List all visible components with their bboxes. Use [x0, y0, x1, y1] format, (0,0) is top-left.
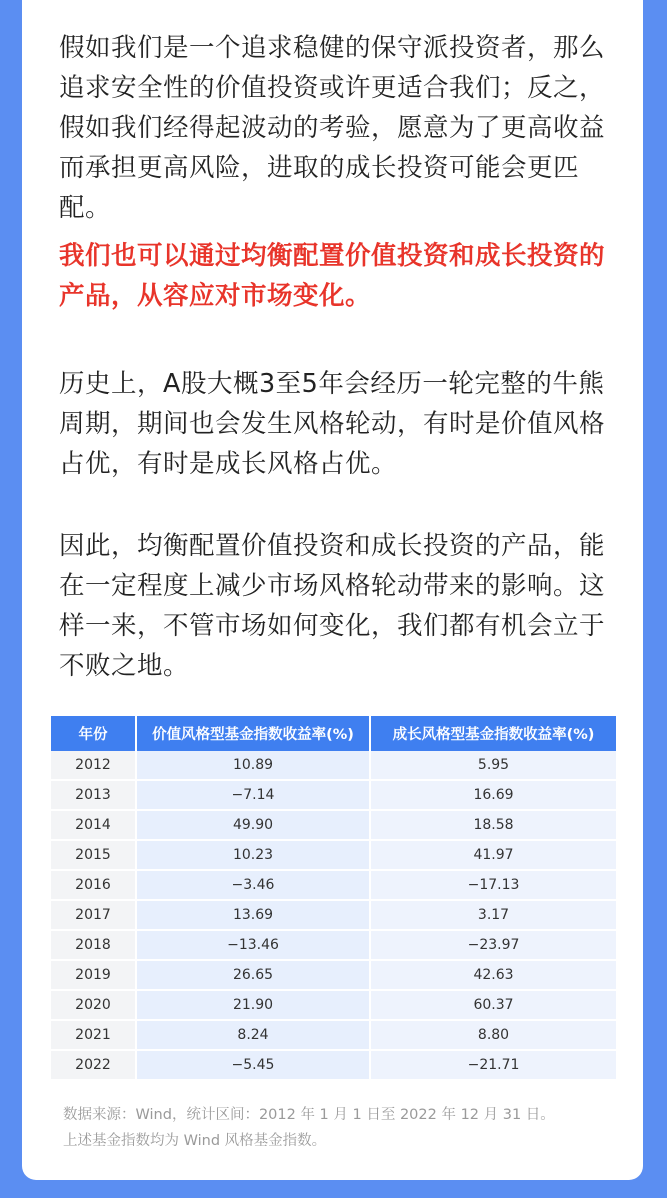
article-card: [22, 0, 643, 1180]
cell-value-return: 8.24: [137, 1021, 371, 1051]
cell-growth-return: −17.13: [371, 871, 616, 901]
cell-growth-return: 60.37: [371, 991, 616, 1021]
table-row: [51, 901, 616, 931]
table-row: [51, 871, 616, 901]
header-value-return: 价值风格型基金指数收益率(%): [137, 716, 371, 751]
table-row: [51, 931, 616, 961]
cell-value-return: −7.14: [137, 781, 371, 811]
cell-growth-return: 18.58: [371, 811, 616, 841]
source-note: [63, 1102, 633, 1154]
cell-year: 2017: [51, 901, 137, 931]
table-row: [51, 1051, 616, 1081]
cell-value-return: 10.89: [137, 751, 371, 781]
table-row: [51, 1021, 616, 1051]
cell-year: 2020: [51, 991, 137, 1021]
table-row: [51, 841, 616, 871]
header-year: 年份: [51, 716, 137, 751]
cell-value-return: 13.69: [137, 901, 371, 931]
cell-year: 2022: [51, 1051, 137, 1081]
cell-growth-return: −21.71: [371, 1051, 616, 1081]
cell-value-return: −5.45: [137, 1051, 371, 1081]
source-note-line-1: 数据来源：Wind，统计区间：2012 年 1 月 1 日至 2022 年 12 月 31 日。: [63, 1107, 555, 1123]
paragraph-conservative-vs-aggressive: 假如我们是一个追求稳健的保守派投资者，那么追求安全性的价值投资或许更适合我们；反之，假如我们经得起波动的考验，愿意为了更高收益而承担更高风险，进取的成长投资可能会更匹配。: [59, 33, 606, 223]
cell-year: 2013: [51, 781, 137, 811]
cell-value-return: 10.23: [137, 841, 371, 871]
table-row: [51, 751, 616, 781]
cell-year: 2015: [51, 841, 137, 871]
cell-growth-return: 16.69: [371, 781, 616, 811]
cell-year: 2012: [51, 751, 137, 781]
cell-value-return: 49.90: [137, 811, 371, 841]
header-growth-return: 成长风格型基金指数收益率(%): [371, 716, 616, 751]
cell-value-return: 21.90: [137, 991, 371, 1021]
table-header-row: [51, 716, 616, 751]
cell-year: 2016: [51, 871, 137, 901]
cell-year: 2014: [51, 811, 137, 841]
table-row: [51, 811, 616, 841]
cell-growth-return: 41.97: [371, 841, 616, 871]
table-row: [51, 961, 616, 991]
cell-value-return: 26.65: [137, 961, 371, 991]
cell-growth-return: 5.95: [371, 751, 616, 781]
paragraph-conclusion: 因此，均衡配置价值投资和成长投资的产品，能在一定程度上减少市场风格轮动带来的影响。这样一来，不管市场如何变化，我们都有机会立于不败之地。: [59, 531, 606, 681]
cell-year: 2021: [51, 1021, 137, 1051]
source-note-line-2: 上述基金指数均为 Wind 风格基金指数。: [63, 1133, 327, 1149]
table-row: [51, 991, 616, 1021]
cell-value-return: −13.46: [137, 931, 371, 961]
table-row: [51, 781, 616, 811]
cell-year: 2018: [51, 931, 137, 961]
cell-growth-return: 42.63: [371, 961, 616, 991]
cell-growth-return: −23.97: [371, 931, 616, 961]
paragraph-a-share-history: 历史上，A股大概3至5年会经历一轮完整的牛熊周期，期间也会发生风格轮动，有时是价值风格占优，有时是成长风格占优。: [59, 369, 606, 479]
cell-value-return: −3.46: [137, 871, 371, 901]
cell-growth-return: 3.17: [371, 901, 616, 931]
paragraph-highlight-balanced: 我们也可以通过均衡配置价值投资和成长投资的产品，从容应对市场变化。: [59, 241, 606, 311]
cell-growth-return: 8.80: [371, 1021, 616, 1051]
cell-year: 2019: [51, 961, 137, 991]
returns-table: [51, 716, 616, 1081]
